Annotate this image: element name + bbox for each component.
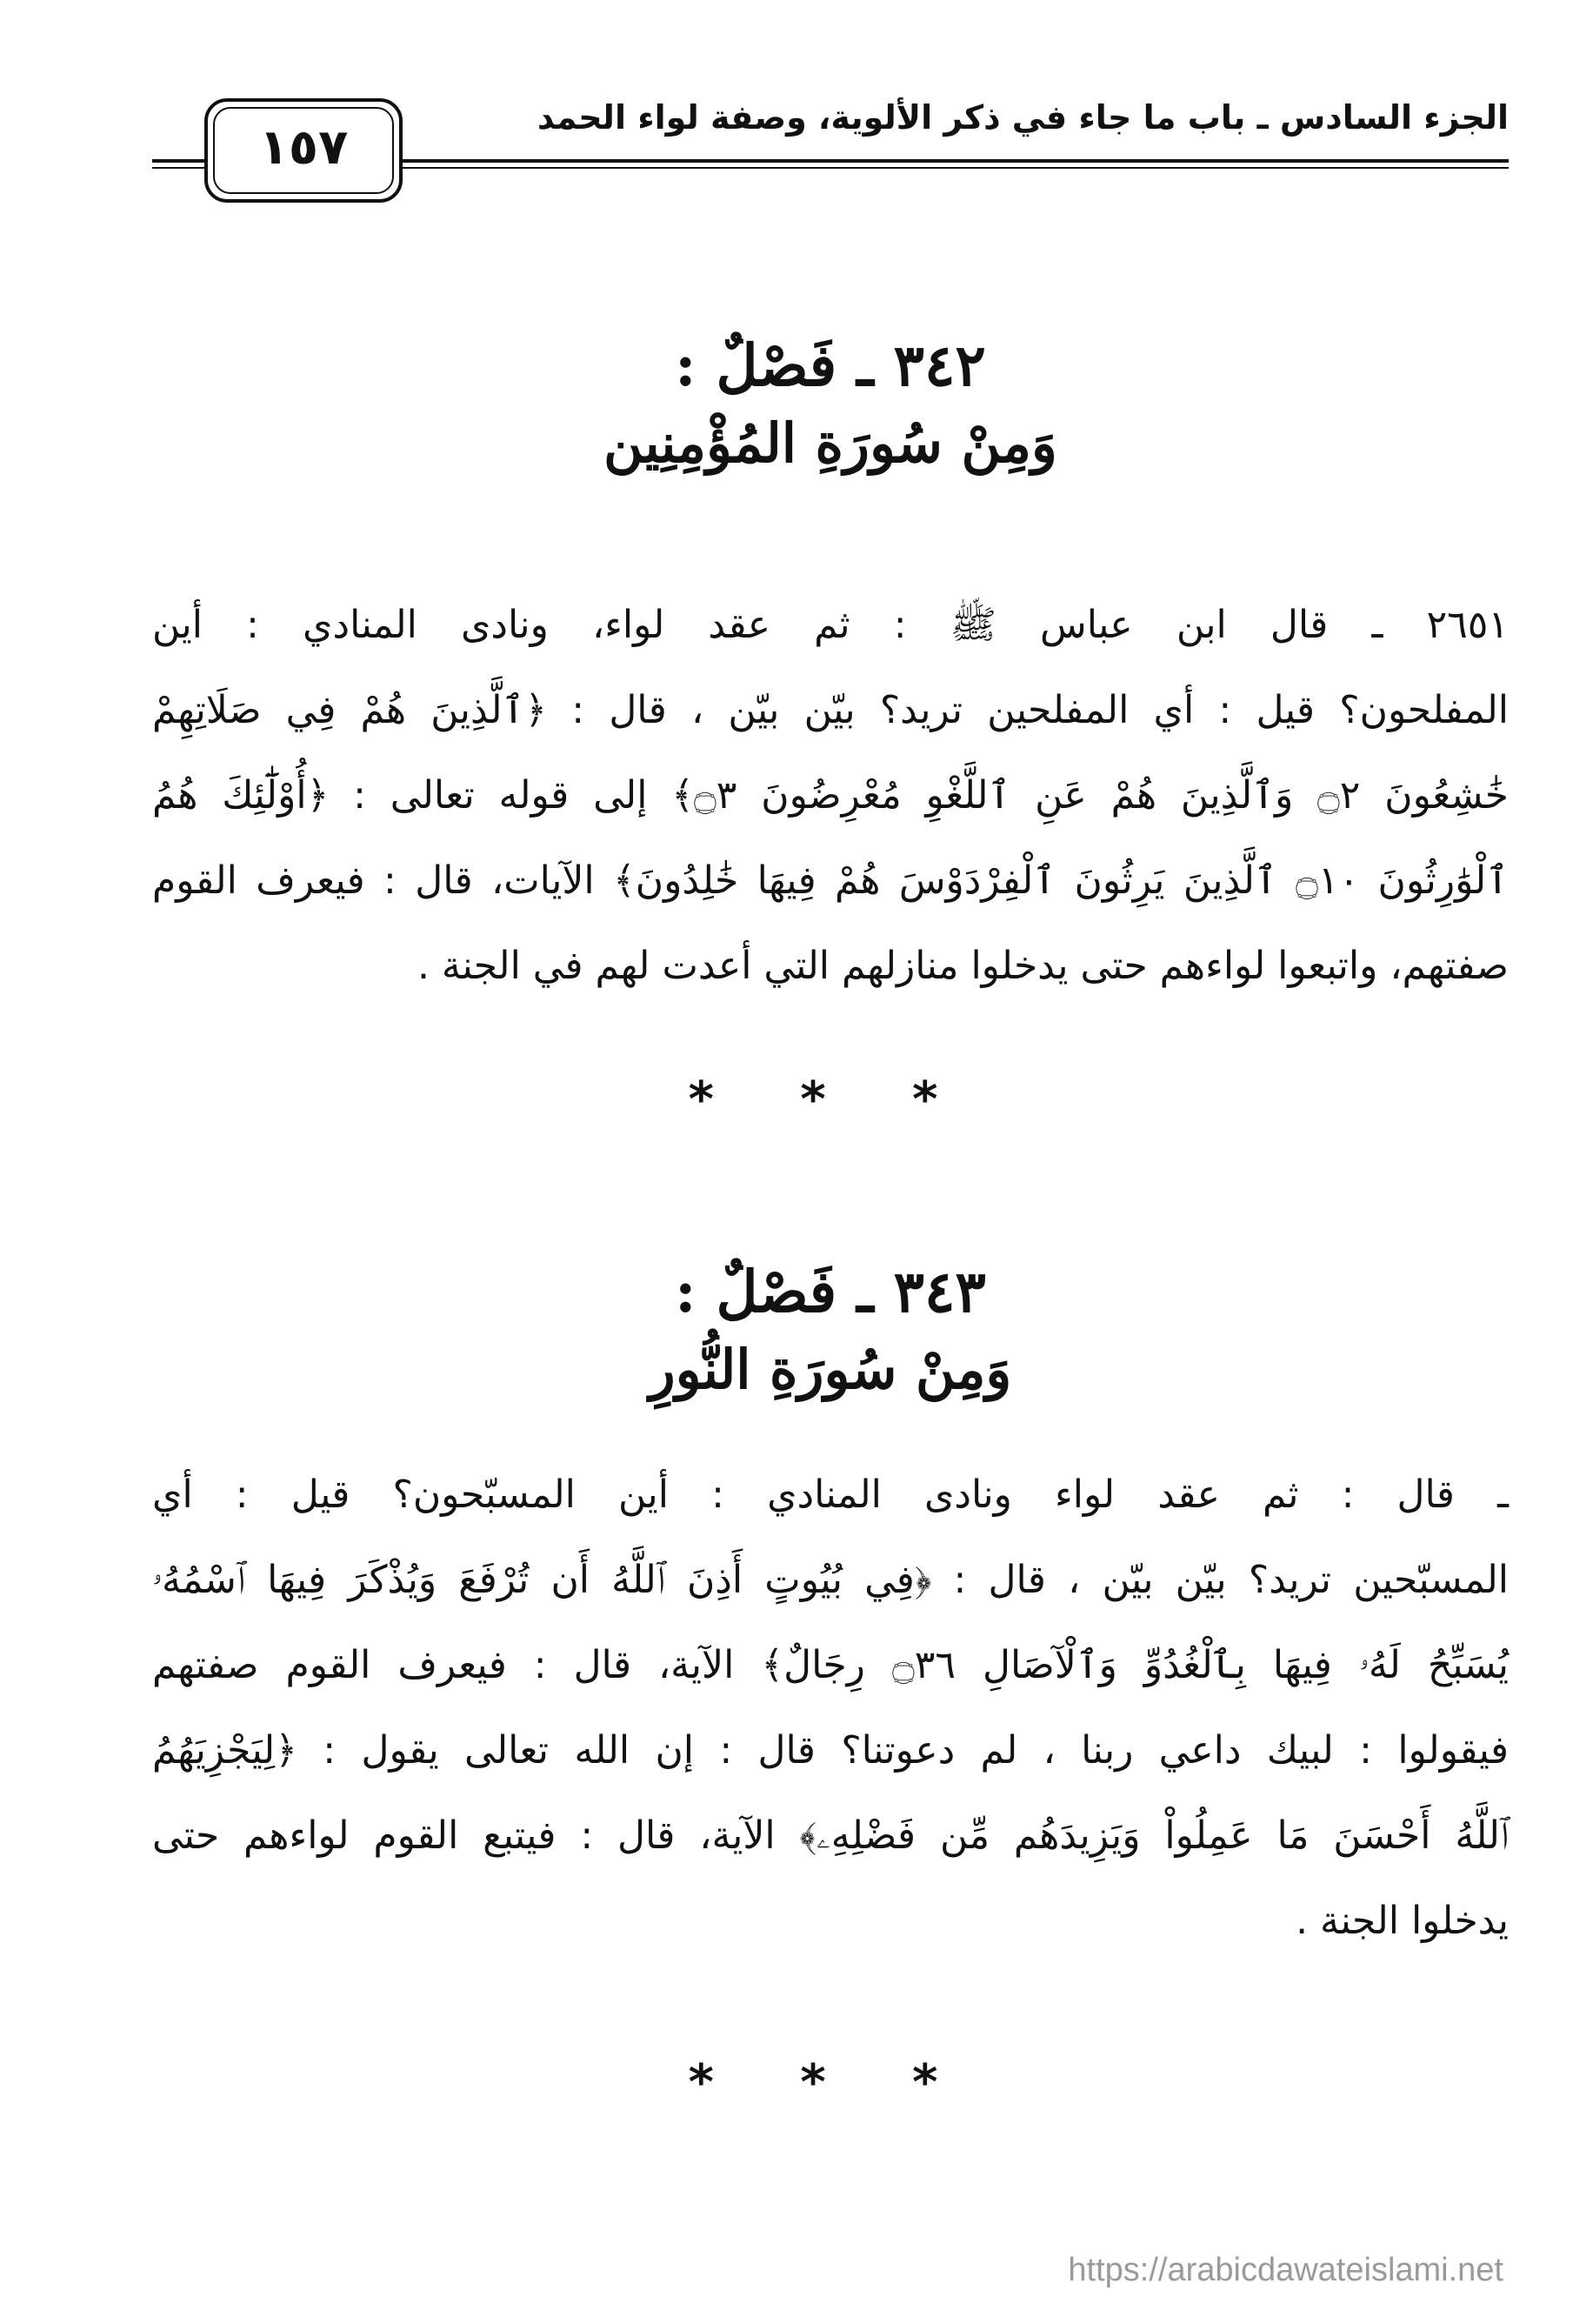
section-342-number: ٣٤٢ ـ فَصْلٌ : [675,331,986,399]
paragraph-line: المفلحون؟ قيل : أي المفلحين تريد؟ بيّن بيّن ، قال : ﴿ٱلَّذِينَ هُمْ فِي صَلَاتِهِمْ [152,688,1509,732]
page-number: ١٥٧ [258,119,349,176]
page-header [152,83,1509,187]
running-title: الجزء السادس ـ باب ما جاء في ذكر الألوية، وصفة لواء الحمد [537,98,1509,137]
section-342-title: وَمِنْ سُورَةِ المُؤْمِنِين [603,411,1057,475]
paragraph-line: ٢٦٥١ ـ قال ابن عباس ﷺ : ثم عقد لواء، ونادى المنادي : أين [152,603,1509,647]
section-separator: * * * [688,1072,973,1128]
paragraph-line: ـ قال : ثم عقد لواء ونادى المنادي : أين المسبّحون؟ قيل : أي [152,1473,1509,1517]
paragraph-line: خَٰشِعُونَ ۝٢ وَٱلَّذِينَ هُمْ عَنِ ٱللَّغْوِ مُعْرِضُونَ ۝٣﴾ إلى قوله تعالى : ﴿أُوْلَٰٓئِكَ هُمُ [152,773,1509,818]
watermark-url: https://arabicdawateislami.net [1068,2252,1503,2288]
section-343-heading [152,1252,1509,1409]
section-342-heading [152,326,1509,483]
paragraph-line: ٱلْوَٰرِثُونَ ۝١٠ ٱلَّذِينَ يَرِثُونَ ٱلْفِرْدَوْسَ هُمْ فِيهَا خَٰلِدُونَ﴾ الآيات، قال : فيعرف القوم [152,858,1509,903]
paragraph-line: يُسَبِّحُ لَهُۥ فِيهَا بِٱلْغُدُوِّ وَٱلْآصَالِ ۝٣٦ رِجَالٌ﴾ الآية، قال : فيعرف القوم صفتهم [152,1643,1510,1687]
section-343-title: وَمِنْ سُورَةِ النُّورِ [649,1338,1012,1401]
paragraph-line: يدخلوا الجنة . [1296,1899,1509,1943]
paragraph-line: فيقولوا : لبيك داعي ربنا ، لم دعوتنا؟ قال : إن الله تعالى يقول : ﴿لِيَجْزِيَهُمُ [152,1728,1509,1773]
section-343-paragraph [152,1452,1509,1964]
section-separator: * * * [688,2054,973,2111]
paragraph-line: صفتهم، واتبعوا لواءهم حتى يدخلوا منازلهم التي أعدت لهم في الجنة . [417,944,1509,988]
page-number-frame [204,98,403,203]
paragraph-line: المسبّحين تريد؟ بيّن بيّن ، قال : ﴿فِي بُيُوتٍ أَذِنَ ٱللَّهُ أَن تُرْفَعَ وَيُذْكَرَ فِيهَا ٱسْمُهُۥ [152,1558,1509,1602]
section-343-number: ٣٤٣ ـ فَصْلٌ : [675,1258,986,1326]
section-342-paragraph [152,583,1509,1009]
paragraph-line: ٱللَّهُ أَحْسَنَ مَا عَمِلُواْ وَيَزِيدَهُم مِّن فَضْلِهِۦ﴾ الآية، قال : فيتبع القوم لواءهم حتى [152,1813,1509,1858]
